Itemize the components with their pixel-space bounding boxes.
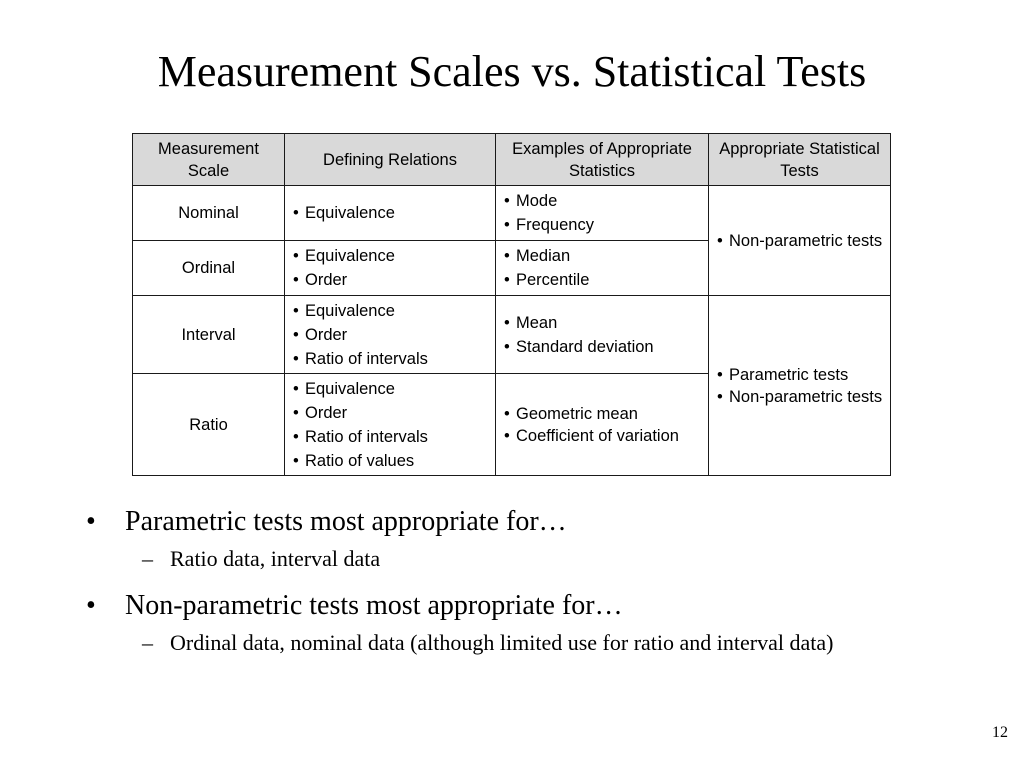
statistics-list: [502, 244, 702, 292]
header-examples-statistics: Examples of Appropriate Statistics: [496, 134, 709, 186]
statistics-list: [502, 311, 702, 359]
bullet-list: [86, 504, 906, 658]
relations-list: [291, 244, 489, 292]
list-item: • Equivalence: [291, 244, 489, 268]
scale-cell: Ordinal: [133, 241, 285, 296]
scale-cell: Nominal: [133, 186, 285, 241]
list-item: • Median: [502, 244, 702, 268]
statistics-cell: [496, 374, 709, 476]
relations-cell: [285, 296, 496, 374]
header-defining-relations: Defining Relations: [285, 134, 496, 186]
sub-bullet-marker: –: [142, 630, 153, 655]
bullet-item: [86, 504, 906, 540]
statistics-list: [502, 403, 702, 447]
slide-number: 12: [992, 724, 1008, 741]
sub-bullet-text: Ordinal data, nominal data (although limited use for ratio and interval data): [170, 630, 834, 655]
tests-cell: [709, 186, 891, 296]
sub-bullet-item: [86, 628, 906, 658]
relations-list: [291, 201, 489, 225]
list-item: • Order: [291, 323, 489, 347]
table-header-row: [133, 134, 891, 186]
list-item: • Equivalence: [291, 201, 489, 225]
list-item: • Ratio of intervals: [291, 347, 489, 371]
list-item: • Order: [291, 268, 489, 292]
list-item: • Mode: [502, 189, 702, 213]
list-item: • Geometric mean: [502, 403, 702, 425]
relations-list: [291, 299, 489, 371]
table-row: [133, 296, 891, 374]
list-item: • Ratio of values: [291, 449, 489, 473]
header-statistical-tests: Appropriate Statistical Tests: [709, 134, 891, 186]
bullet-text: Non-parametric tests most appropriate for…: [125, 590, 623, 621]
list-item: • Ratio of intervals: [291, 425, 489, 449]
tests-list: [715, 364, 884, 408]
bullet-text: Parametric tests most appropriate for…: [125, 506, 567, 537]
measurement-scales-table: [132, 133, 891, 476]
list-item: • Coefficient of variation: [502, 425, 702, 447]
list-item: • Equivalence: [291, 377, 489, 401]
relations-list: [291, 377, 489, 473]
bullet-marker: •: [86, 590, 96, 621]
scale-cell: Ratio: [133, 374, 285, 476]
relations-cell: [285, 374, 496, 476]
slide-title: Measurement Scales vs. Statistical Tests: [157, 47, 867, 96]
scale-cell: Interval: [133, 296, 285, 374]
list-item: • Non-parametric tests: [715, 386, 884, 408]
sub-bullet-text: Ratio data, interval data: [170, 546, 381, 571]
list-item: • Parametric tests: [715, 364, 884, 386]
bullet-item: [86, 588, 906, 624]
bullet-marker: •: [86, 506, 96, 537]
list-item: • Standard deviation: [502, 335, 702, 359]
list-item: • Percentile: [502, 268, 702, 292]
list-item: • Mean: [502, 311, 702, 335]
list-item: • Equivalence: [291, 299, 489, 323]
statistics-cell: [496, 296, 709, 374]
header-measurement-scale: Measurement Scale: [133, 134, 285, 186]
statistics-cell: [496, 241, 709, 296]
list-item: • Frequency: [502, 213, 702, 237]
tests-cell: [709, 296, 891, 476]
sub-bullet-item: [86, 544, 906, 574]
list-item: • Non-parametric tests: [715, 230, 884, 252]
list-item: • Order: [291, 401, 489, 425]
relations-cell: [285, 241, 496, 296]
table-row: [133, 186, 891, 241]
statistics-cell: [496, 186, 709, 241]
tests-list: [715, 230, 884, 252]
relations-cell: [285, 186, 496, 241]
statistics-list: [502, 189, 702, 237]
sub-bullet-marker: –: [142, 546, 153, 571]
